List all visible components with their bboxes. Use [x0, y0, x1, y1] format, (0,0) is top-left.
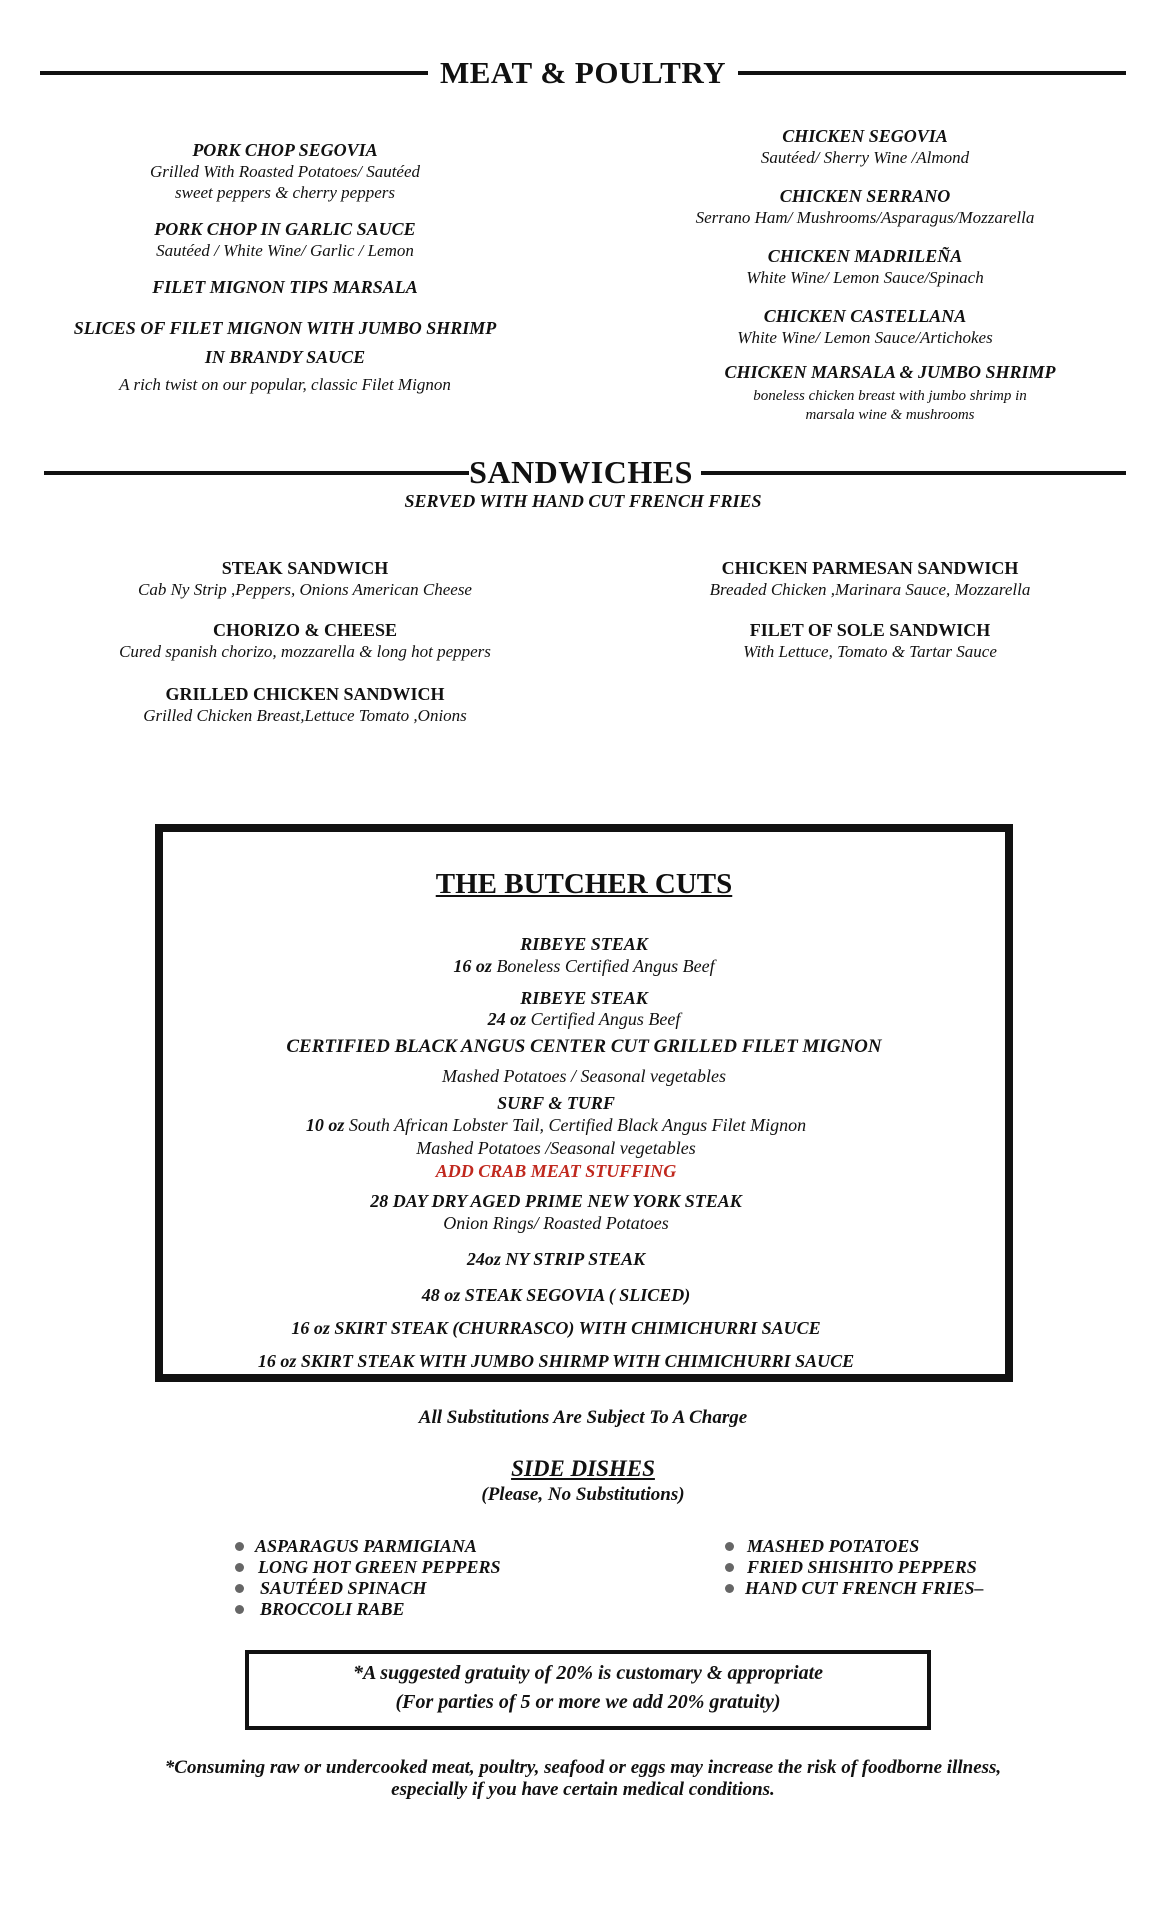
item-desc: Cab Ny Strip ,Peppers, Onions American Cheese [138, 580, 472, 599]
item-desc-text: Certified Angus Beef [526, 1009, 681, 1029]
side-dish-label: HAND CUT FRENCH FRIES– [745, 1578, 984, 1598]
item-desc: With Lettuce, Tomato & Tartar Sauce [743, 642, 997, 661]
item-name: SLICES OF FILET MIGNON WITH JUMBO SHRIMP [73, 318, 497, 338]
item-desc: Breaded Chicken ,Marinara Sauce, Mozzarella [709, 580, 1031, 599]
item-name: CHICKEN MARSALA & JUMBO SHRIMP [724, 362, 1056, 382]
item-desc: boneless chicken breast with jumbo shrimp in [753, 388, 1027, 404]
sandwiches-subtitle: SERVED WITH HAND CUT FRENCH FRIES [404, 491, 762, 511]
item-desc: A rich twist on our popular, classic Filet Mignon [119, 375, 451, 394]
side-dish-label: LONG HOT GREEN PEPPERS [258, 1557, 501, 1577]
side-dish-item [233, 1578, 501, 1599]
butcher-title: THE BUTCHER CUTS [435, 868, 733, 900]
item-name: CHICKEN SERRANO [779, 186, 951, 206]
butcher-item-desc [135, 1115, 977, 1136]
sandwiches-header [44, 454, 1126, 491]
bullet-icon [235, 1563, 244, 1572]
item-name: CHICKEN MADRILEÑA [767, 246, 963, 266]
header-rule-left [40, 71, 428, 75]
butcher-item-name: 48 oz STEAK SEGOVIA ( SLICED) [421, 1285, 691, 1305]
side-dish-item [233, 1536, 501, 1557]
item-name: PORK CHOP IN GARLIC SAUCE [154, 219, 416, 239]
side-dish-label: MASHED POTATOES [747, 1536, 920, 1556]
warning-line: especially if you have certain medical conditions. [391, 1779, 775, 1800]
bullet-icon [235, 1584, 244, 1593]
butcher-item-desc [163, 1009, 1005, 1030]
item-desc: marsala wine & mushrooms [805, 407, 975, 423]
side-dishes-subtitle: (Please, No Substitutions) [481, 1484, 685, 1505]
side-dishes-right-list [723, 1536, 984, 1599]
item-desc: sweet peppers & cherry peppers [174, 183, 395, 202]
menu-item [640, 620, 1100, 662]
butcher-item-name: 28 DAY DRY AGED PRIME NEW YORK STEAK [370, 1191, 742, 1211]
side-dishes-title: SIDE DISHES [511, 1456, 655, 1481]
side-dishes-left-list [233, 1536, 501, 1620]
menu-item [40, 277, 530, 298]
add-crab-stuffing: ADD CRAB MEAT STUFFING [435, 1161, 677, 1181]
side-dish-label: SAUTÉED SPINACH [260, 1578, 427, 1598]
menu-item [40, 140, 530, 203]
bullet-icon [725, 1542, 734, 1551]
menu-item [60, 620, 550, 662]
section-title-meat-poultry: MEAT & POULTRY [439, 55, 727, 90]
butcher-item-name: 24oz NY STRIP STEAK [466, 1249, 646, 1269]
butcher-item-name: 16 oz SKIRT STEAK (CHURRASCO) WITH CHIMICHURRI SAUCE [291, 1318, 821, 1338]
substitution-note: All Substitutions Are Subject To A Charge [418, 1407, 748, 1428]
butcher-item-desc: Mashed Potatoes /Seasonal vegetables [416, 1138, 696, 1158]
menu-item [630, 246, 1100, 288]
item-desc: White Wine/ Lemon Sauce/Spinach [746, 268, 984, 287]
menu-item [680, 362, 1100, 425]
item-desc: Sautéed / White Wine/ Garlic / Lemon [156, 241, 414, 260]
side-dish-item [723, 1557, 984, 1578]
item-name: CHICKEN SEGOVIA [782, 126, 948, 146]
meat-right-column [630, 126, 1100, 441]
item-name: CHORIZO & CHEESE [212, 620, 398, 640]
gratuity-line: *A suggested gratuity of 20% is customary & appropriate [352, 1662, 824, 1684]
header-rule-left [44, 471, 469, 475]
item-name: FILET MIGNON TIPS MARSALA [152, 277, 418, 297]
side-dish-item [723, 1536, 984, 1557]
butcher-item-name: 16 oz SKIRT STEAK WITH JUMBO SHIRMP WITH CHIMICHURRI SAUCE [257, 1351, 855, 1371]
butcher-cuts-box [155, 824, 1013, 1382]
sandwiches-left-column [60, 558, 550, 742]
item-desc: Sautéed/ Sherry Wine /Almond [760, 148, 970, 167]
bullet-icon [235, 1542, 244, 1551]
item-desc-text: South African Lobster Tail, Certified Black Angus Filet Mignon [344, 1115, 807, 1135]
butcher-item-desc [163, 956, 1005, 977]
section-title-sandwiches: SANDWICHES [469, 454, 693, 490]
menu-item [640, 558, 1100, 600]
menu-item [40, 318, 530, 395]
item-name: FILET OF SOLE SANDWICH [749, 620, 991, 640]
side-dish-label: FRIED SHISHITO PEPPERS [747, 1557, 977, 1577]
butcher-item-desc: Mashed Potatoes / Seasonal vegetables [442, 1066, 726, 1086]
meat-poultry-header [40, 55, 1126, 91]
weight-label: 24 oz [487, 1009, 527, 1029]
weight-label: 10 oz [305, 1115, 345, 1135]
menu-item [630, 306, 1100, 348]
item-name: GRILLED CHICKEN SANDWICH [165, 684, 445, 704]
item-name-cont: IN BRANDY SAUCE [204, 347, 366, 367]
side-dish-label: ASPARAGUS PARMIGIANA [255, 1536, 477, 1556]
side-dish-item [233, 1557, 501, 1578]
bullet-icon [235, 1605, 244, 1614]
item-name: CHICKEN CASTELLANA [763, 306, 967, 326]
butcher-item-name: SURF & TURF [497, 1093, 615, 1113]
menu-item [630, 186, 1100, 228]
header-rule-right [738, 71, 1126, 75]
warning-line: *Consuming raw or undercooked meat, poultry, seafood or eggs may increase the risk of foodborne illness, [164, 1757, 1002, 1778]
side-dish-label: BROCCOLI RABE [260, 1599, 405, 1619]
item-desc: Cured spanish chorizo, mozzarella & long hot peppers [119, 642, 491, 661]
menu-item [40, 219, 530, 261]
butcher-item-name: CERTIFIED BLACK ANGUS CENTER CUT GRILLED FILET MIGNON [286, 1036, 882, 1057]
butcher-item-name: RIBEYE STEAK [520, 934, 648, 954]
bullet-icon [725, 1584, 734, 1593]
item-name: CHICKEN PARMESAN SANDWICH [721, 558, 1019, 578]
butcher-item-name: RIBEYE STEAK [520, 988, 648, 1008]
gratuity-box [245, 1650, 931, 1730]
menu-item [630, 126, 1100, 168]
item-desc: Serrano Ham/ Mushrooms/Asparagus/Mozzarella [695, 208, 1035, 227]
side-dish-item [723, 1578, 984, 1599]
sandwiches-right-column [640, 558, 1100, 678]
item-name: STEAK SANDWICH [221, 558, 389, 578]
item-desc: Grilled With Roasted Potatoes/ Sautéed [149, 162, 421, 181]
weight-label: 16 oz [453, 956, 492, 976]
header-rule-right [701, 471, 1126, 475]
item-name: PORK CHOP SEGOVIA [192, 140, 378, 160]
item-desc-text: Boneless Certified Angus Beef [491, 956, 715, 976]
bullet-icon [725, 1563, 734, 1572]
gratuity-line: (For parties of 5 or more we add 20% gratuity) [395, 1691, 781, 1713]
side-dish-item [233, 1599, 501, 1620]
food-warning [0, 1757, 1166, 1801]
item-desc: White Wine/ Lemon Sauce/Artichokes [737, 328, 993, 347]
meat-left-column [40, 140, 530, 411]
menu-item [60, 558, 550, 600]
butcher-item-desc: Onion Rings/ Roasted Potatoes [443, 1213, 669, 1233]
item-desc: Grilled Chicken Breast,Lettuce Tomato ,Onions [143, 706, 467, 725]
menu-item [60, 684, 550, 726]
